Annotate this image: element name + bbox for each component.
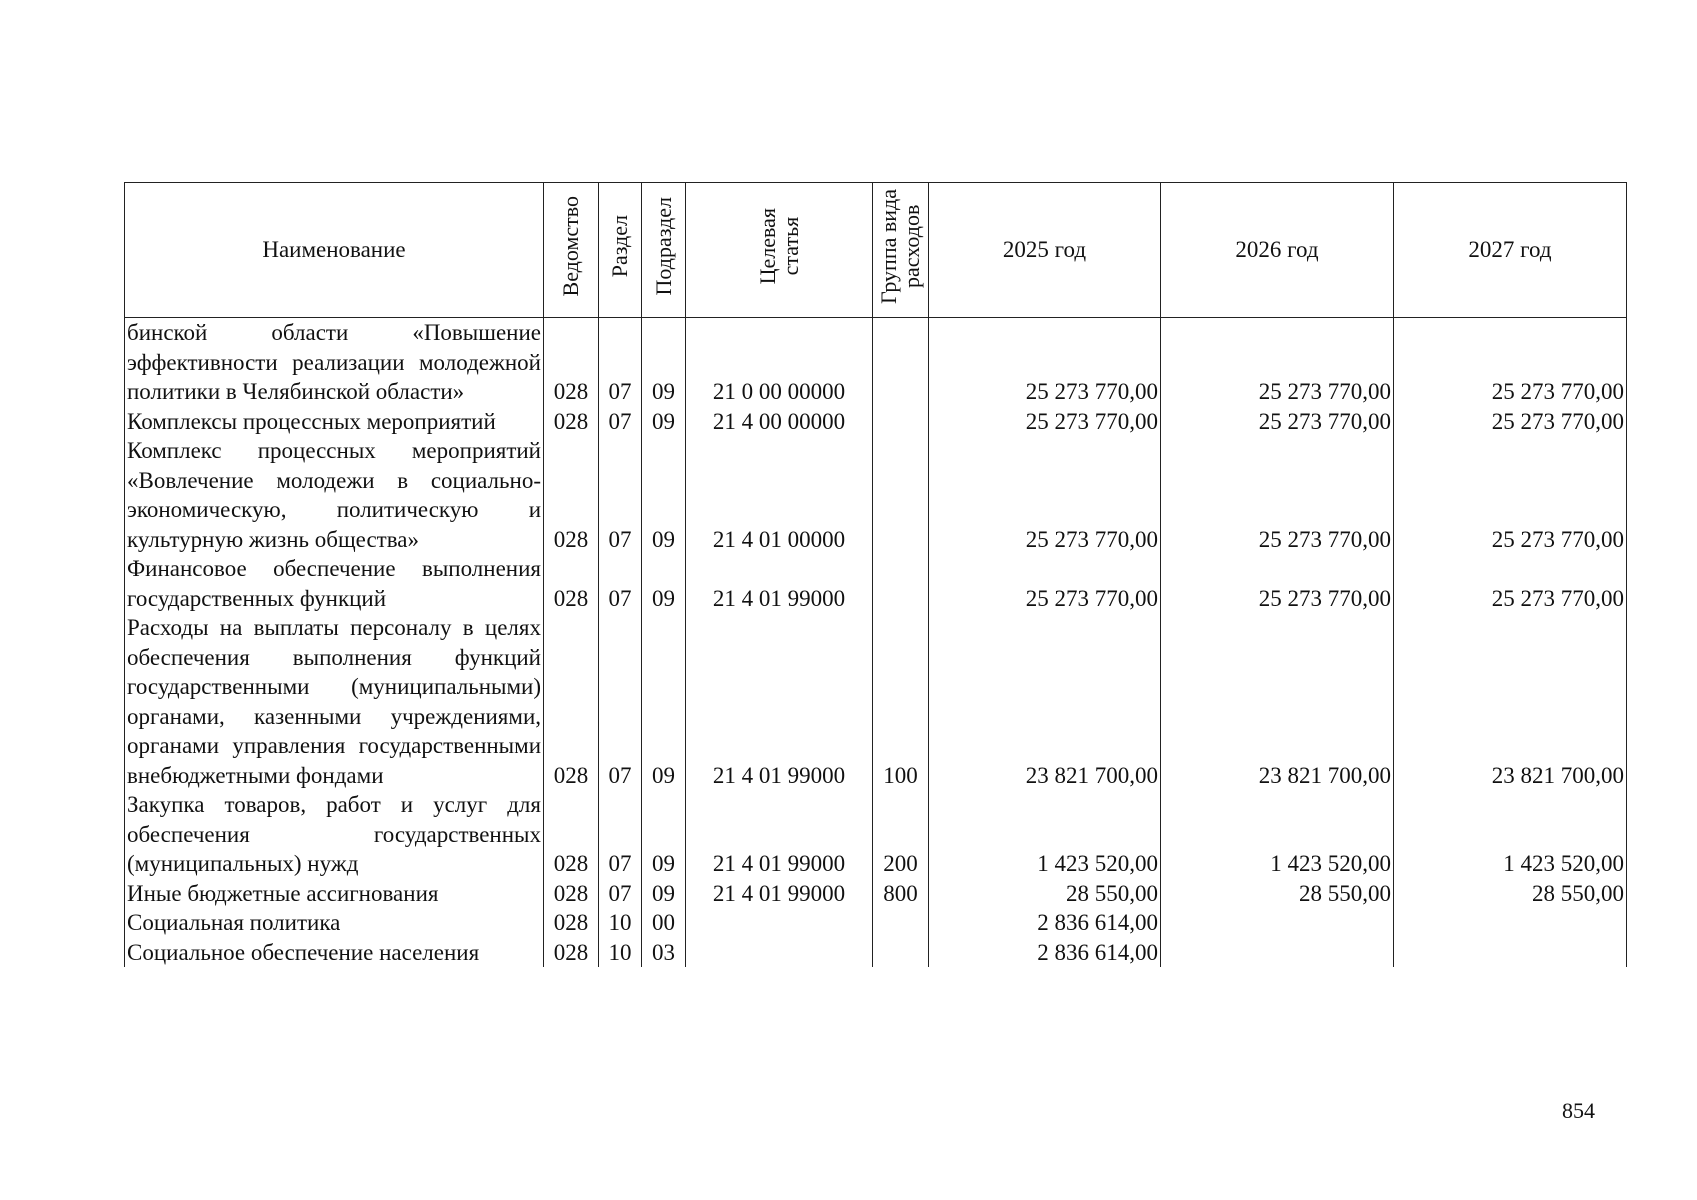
header-2025: 2025 год xyxy=(929,183,1161,318)
row-amount-2026: 25 273 770,00 xyxy=(1161,318,1394,407)
row-dept: 028 xyxy=(544,554,599,613)
header-2027: 2027 год xyxy=(1394,183,1627,318)
row-amount-2027: 23 821 700,00 xyxy=(1394,613,1627,790)
row-target: 21 4 00 00000 xyxy=(686,407,873,437)
row-subsection: 09 xyxy=(642,554,686,613)
row-target xyxy=(686,908,873,938)
row-amount-2025: 1 423 520,00 xyxy=(929,790,1161,879)
row-amount-2027 xyxy=(1394,938,1627,968)
row-amount-2027: 28 550,00 xyxy=(1394,879,1627,909)
row-section: 07 xyxy=(599,436,642,554)
row-amount-2026: 25 273 770,00 xyxy=(1161,436,1394,554)
row-name: Закупка товаров, работ и услуг для обеспечения государственных (муниципальных) нужд xyxy=(125,790,544,879)
row-name: Социальное обеспечение населения xyxy=(125,938,544,968)
header-section: Раздел xyxy=(599,183,642,318)
row-subsection: 03 xyxy=(642,938,686,968)
row-group: 100 xyxy=(873,613,929,790)
row-group: 200 xyxy=(873,790,929,879)
row-section: 10 xyxy=(599,908,642,938)
table-row xyxy=(125,407,1627,437)
row-amount-2026: 28 550,00 xyxy=(1161,879,1394,909)
row-name: бинской области «Повышение эффективности реализации молодежной политики в Челябинской области» xyxy=(125,318,544,407)
row-section: 07 xyxy=(599,613,642,790)
row-amount-2026 xyxy=(1161,938,1394,968)
row-subsection: 00 xyxy=(642,908,686,938)
row-target: 21 4 01 99000 xyxy=(686,879,873,909)
row-dept: 028 xyxy=(544,908,599,938)
row-amount-2026: 23 821 700,00 xyxy=(1161,613,1394,790)
row-target xyxy=(686,938,873,968)
header-target-line2: статья xyxy=(778,216,803,276)
row-section: 07 xyxy=(599,879,642,909)
row-name: Социальная политика xyxy=(125,908,544,938)
row-section: 07 xyxy=(599,407,642,437)
table-row xyxy=(125,554,1627,613)
row-group xyxy=(873,407,929,437)
row-target: 21 4 01 99000 xyxy=(686,554,873,613)
row-dept: 028 xyxy=(544,938,599,968)
row-amount-2026: 25 273 770,00 xyxy=(1161,554,1394,613)
row-target: 21 4 01 99000 xyxy=(686,790,873,879)
row-amount-2027 xyxy=(1394,908,1627,938)
row-amount-2025: 28 550,00 xyxy=(929,879,1161,909)
header-subsection: Подраздел xyxy=(642,183,686,318)
row-group xyxy=(873,436,929,554)
header-target-line1: Целевая xyxy=(754,208,780,285)
row-amount-2025: 2 836 614,00 xyxy=(929,908,1161,938)
row-amount-2025: 25 273 770,00 xyxy=(929,318,1161,407)
table-row xyxy=(125,879,1627,909)
row-group xyxy=(873,938,929,968)
row-subsection: 09 xyxy=(642,879,686,909)
row-subsection: 09 xyxy=(642,790,686,879)
row-target: 21 0 00 00000 xyxy=(686,318,873,407)
table-row xyxy=(125,908,1627,938)
row-amount-2027: 25 273 770,00 xyxy=(1394,318,1627,407)
header-dept: Ведомство xyxy=(544,183,599,318)
row-dept: 028 xyxy=(544,407,599,437)
budget-table xyxy=(124,182,1627,967)
header-name: Наименование xyxy=(125,183,544,318)
row-amount-2027: 25 273 770,00 xyxy=(1394,436,1627,554)
row-dept: 028 xyxy=(544,613,599,790)
table-row xyxy=(125,436,1627,554)
row-dept: 028 xyxy=(544,318,599,407)
header-target xyxy=(686,183,873,318)
row-amount-2027: 25 273 770,00 xyxy=(1394,407,1627,437)
row-amount-2027: 25 273 770,00 xyxy=(1394,554,1627,613)
header-2026: 2026 год xyxy=(1161,183,1394,318)
header-group-line1: Группа вида xyxy=(876,188,902,304)
row-section: 07 xyxy=(599,790,642,879)
table-row xyxy=(125,318,1627,407)
row-dept: 028 xyxy=(544,436,599,554)
row-dept: 028 xyxy=(544,790,599,879)
row-target: 21 4 01 99000 xyxy=(686,613,873,790)
row-subsection: 09 xyxy=(642,613,686,790)
header-group xyxy=(873,183,929,318)
row-name: Комплексы процессных мероприятий xyxy=(125,407,544,437)
row-subsection: 09 xyxy=(642,318,686,407)
row-subsection: 09 xyxy=(642,436,686,554)
table-body xyxy=(125,318,1627,968)
row-amount-2025: 23 821 700,00 xyxy=(929,613,1161,790)
row-amount-2025: 25 273 770,00 xyxy=(929,436,1161,554)
row-dept: 028 xyxy=(544,879,599,909)
row-name: Расходы на выплаты персоналу в целях обеспечения выполнения функций государственными (муниципальными) органами, казенными учреждениями, органами управления государственными внебюджетными фондами xyxy=(125,613,544,790)
row-subsection: 09 xyxy=(642,407,686,437)
table-header xyxy=(125,183,1627,318)
row-amount-2026: 1 423 520,00 xyxy=(1161,790,1394,879)
row-name: Иные бюджетные ассигнования xyxy=(125,879,544,909)
row-amount-2026: 25 273 770,00 xyxy=(1161,407,1394,437)
row-target: 21 4 01 00000 xyxy=(686,436,873,554)
page-number: 854 xyxy=(1562,1098,1595,1123)
row-group xyxy=(873,908,929,938)
row-section: 10 xyxy=(599,938,642,968)
row-amount-2025: 25 273 770,00 xyxy=(929,407,1161,437)
row-group xyxy=(873,554,929,613)
row-name: Финансовое обеспечение выполнения государственных функций xyxy=(125,554,544,613)
table-row xyxy=(125,613,1627,790)
table-row xyxy=(125,938,1627,968)
row-name: Комплекс процессных мероприятий «Вовлечение молодежи в социально-экономическую, политическую и культурную жизнь общества» xyxy=(125,436,544,554)
header-group-line2: расходов xyxy=(899,204,925,288)
row-amount-2025: 2 836 614,00 xyxy=(929,938,1161,968)
row-amount-2026 xyxy=(1161,908,1394,938)
row-group xyxy=(873,318,929,407)
row-amount-2027: 1 423 520,00 xyxy=(1394,790,1627,879)
table-row xyxy=(125,790,1627,879)
row-amount-2025: 25 273 770,00 xyxy=(929,554,1161,613)
row-section: 07 xyxy=(599,554,642,613)
row-group: 800 xyxy=(873,879,929,909)
row-section: 07 xyxy=(599,318,642,407)
